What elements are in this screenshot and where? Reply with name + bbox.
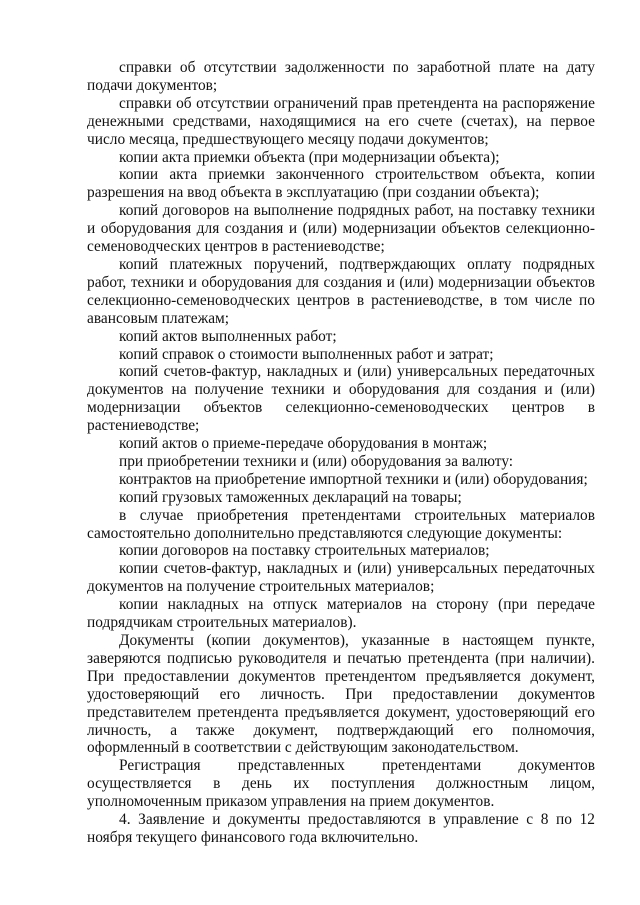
paragraph-invoices-equipment: копий счетов-фактур, накладных и (или) универсальных передаточных документов на получение техники и оборудования для создания и (или) модернизации объектов селекционно-семеноводческих центров в растениеводстве; [87, 363, 595, 435]
paragraph-document-certification: Документы (копии документов), указанные в настоящем пункте, заверяются подписью руководителя и печатью претендента (при наличии). При предоставлении документов претендентом предъявляется документ, удостоверяющий его личность. При предоставлении документов представителем претендента предъявляется документ, удостоверяющий его личность, а также документ, подтверждающий его полномочия, оформленный в соответствии с действующим законодательством. [87, 632, 595, 757]
paragraph-customs-declarations: копий грузовых таможенных деклараций на товары; [119, 488, 462, 506]
paragraph-supply-contracts: копии договоров на поставку строительных материалов; [119, 542, 490, 560]
paragraph-submission-deadline: 4. Заявление и документы предоставляются в управление с 8 по 12 ноября текущего финансового года включительно. [87, 811, 595, 846]
paragraph-account-restrictions-certificate: справки об отсутствии ограничений прав претендента на распоряжение денежными средствами, находящимися на его счете (счетах), на первое число месяца, предшествующего месяцу подачи документов; [87, 94, 595, 148]
paragraph-installation-acts: копий актов о приеме-передаче оборудования в монтаж; [119, 435, 488, 453]
document-page [87, 59, 595, 847]
paragraph-registration: Регистрация представленных претендентами документов осуществляется в день их поступления должностным лицом, уполномоченным приказом управления на прием документов. [87, 757, 595, 811]
paragraph-import-contracts: контрактов на приобретение импортной техники и (или) оборудования; [119, 470, 588, 488]
paragraph-acceptance-act-modernization: копии акта приемки объекта (при модернизации объекта); [119, 148, 500, 166]
paragraph-waybills: копии накладных на отпуск материалов на сторону (при передаче подрядчикам строительных материалов). [87, 596, 595, 632]
paragraph-foreign-currency: при приобретении техники и (или) оборудования за валюту: [119, 452, 514, 470]
paragraph-invoices-materials: копии счетов-фактур, накладных и (или) универсальных передаточных документов на получение строительных материалов; [87, 560, 595, 596]
paragraph-cost-certificates: копий справок о стоимости выполненных работ и затрат; [119, 345, 494, 363]
paragraph-payment-orders: копий платежных поручений, подтверждающих оплату подрядных работ, техники и оборудования для создания и (или) модернизации объектов селекционно-семеноводческих центров в растениеводстве, в том числе по авансовым платежам; [87, 255, 595, 327]
paragraph-salary-debt-certificate: справки об отсутствии задолженности по заработной плате на дату подачи документов; [87, 59, 595, 94]
paragraph-contracts-copies: копий договоров на выполнение подрядных работ, на поставку техники и оборудования для создания и (или) модернизации объектов селекционно-семеноводческих центров в растениеводстве; [87, 202, 595, 256]
paragraph-work-acts: копий актов выполненных работ; [119, 327, 337, 345]
paragraph-building-materials: в случае приобретения претендентами строительных материалов самостоятельно дополнительно представляются следующие документы: [87, 506, 595, 542]
paragraph-acceptance-act-construction: копии акта приемки законченного строительством объекта, копии разрешения на ввод объекта в эксплуатацию (при создании объекта); [87, 166, 595, 202]
